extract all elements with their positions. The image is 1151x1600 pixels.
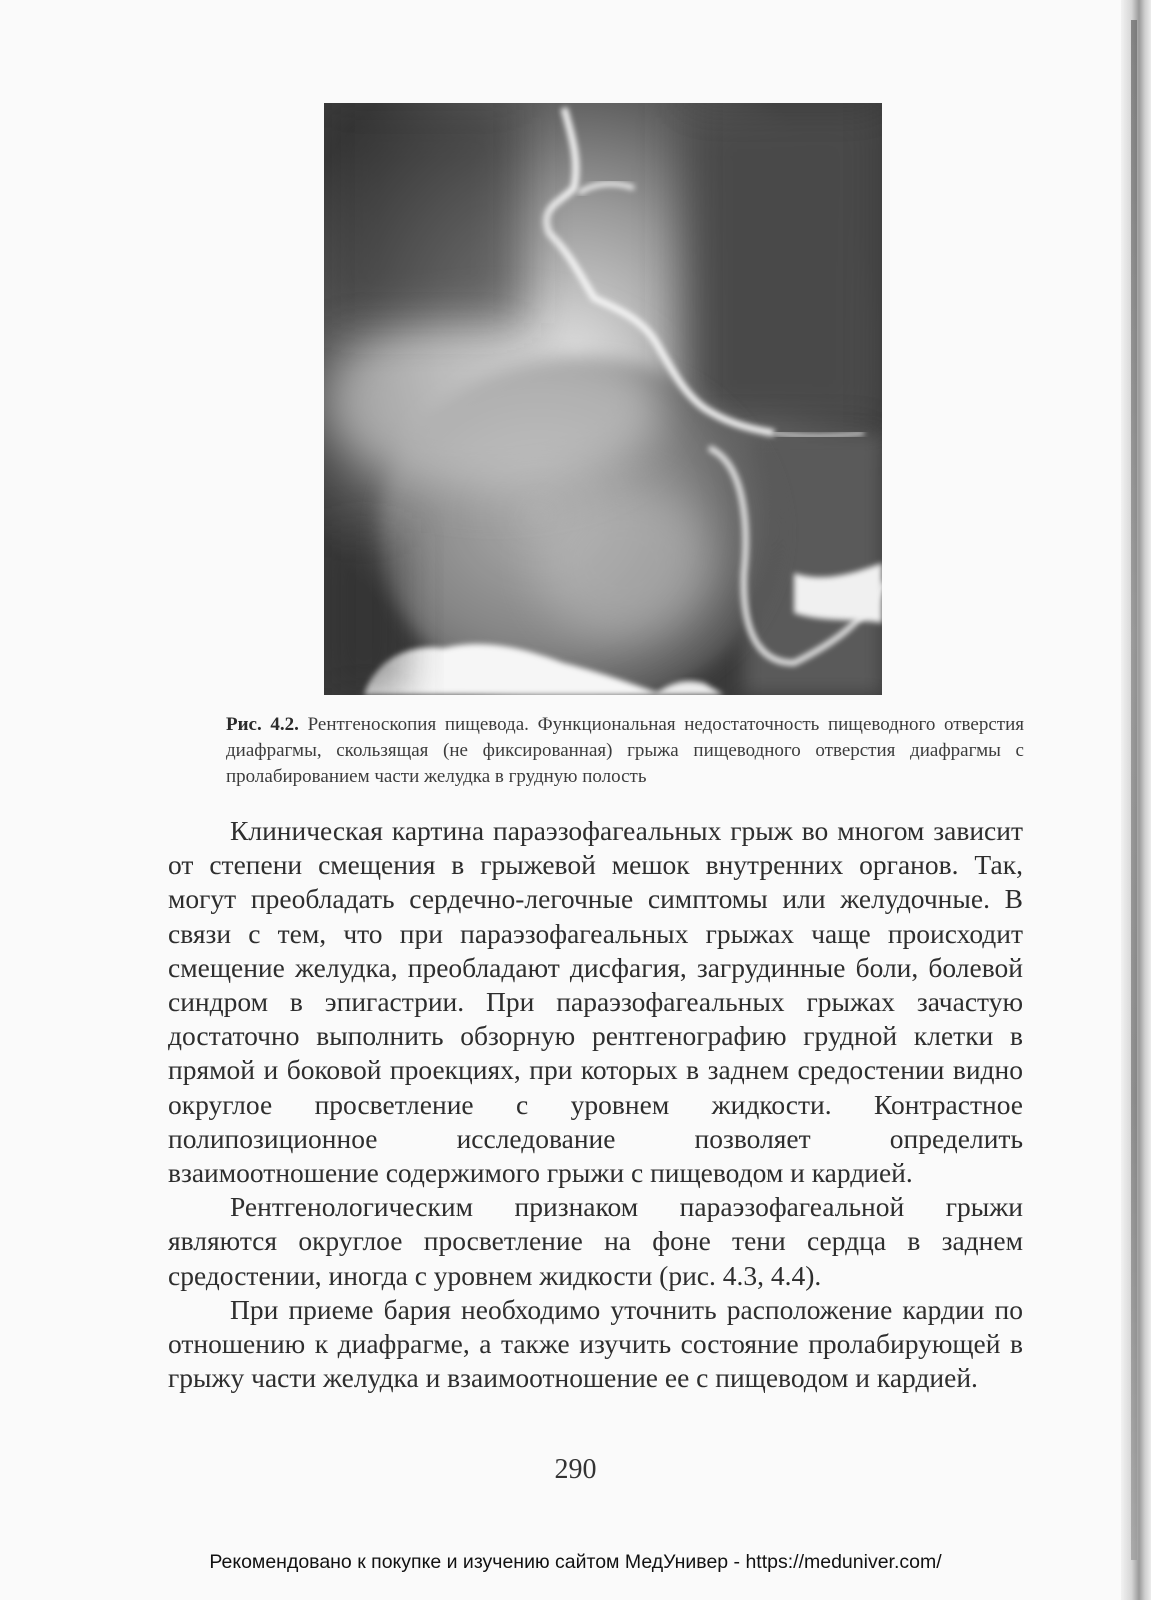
paragraph: Рентгенологическим признаком параэзофагеальной грыжи являются округлое просветление на фоне тени сердца в заднем средостении, иногда с уровнем жидкости (рис. 4.3, 4.4). [168,1191,1023,1291]
footer-note: Рекомендовано к покупке и изучению сайтом МедУнивер - https://meduniver.com/ [209,1551,942,1573]
figure-caption [226,712,1024,790]
figure-caption-text: Рентгеноскопия пищевода. Функциональная недостаточность пищеводного отверстия диафрагмы, скользящая (не фиксированная) грыжа пищеводного отверстия диафрагмы с пролабированием части желудка в грудную полость [226,714,1024,787]
figure-label: Рис. 4.2. [226,714,299,735]
body-text [168,814,1023,1395]
page-binding-shadow [1131,20,1137,1560]
xray-figure [324,103,882,695]
xray-image [324,103,882,695]
page-number: 290 [554,1454,597,1485]
paragraph: Клиническая картина параэзофагеальных грыж во многом зависит от степени смещения в грыжевой мешок внутренних органов. Так, могут преобладать сердечно-легочные симптомы или желудочные. В связи с тем, что при параэзофагеальных грыжах чаще происходит смещение желудка, преобладают дисфагия, загрудинные боли, болевой синдром в эпигастрии. При параэзофагеальных грыжах зачастую достаточно выполнить обзорную рентгенографию грудной клетки в прямой и боковой проекциях, при которых в заднем средостении видно округлое просветление с уровнем жидкости. Контрастное полипозиционное исследование позволяет определить взаимоотношение содержимого грыжи с пищеводом и кардией. [168,815,1023,1189]
paragraph: При приеме бария необходимо уточнить расположение кардии по отношению к диафрагме, а также изучить состояние пролабирующей в грыжу части желудка и взаимоотношение ее с пищеводом и кардией. [168,1293,1023,1394]
